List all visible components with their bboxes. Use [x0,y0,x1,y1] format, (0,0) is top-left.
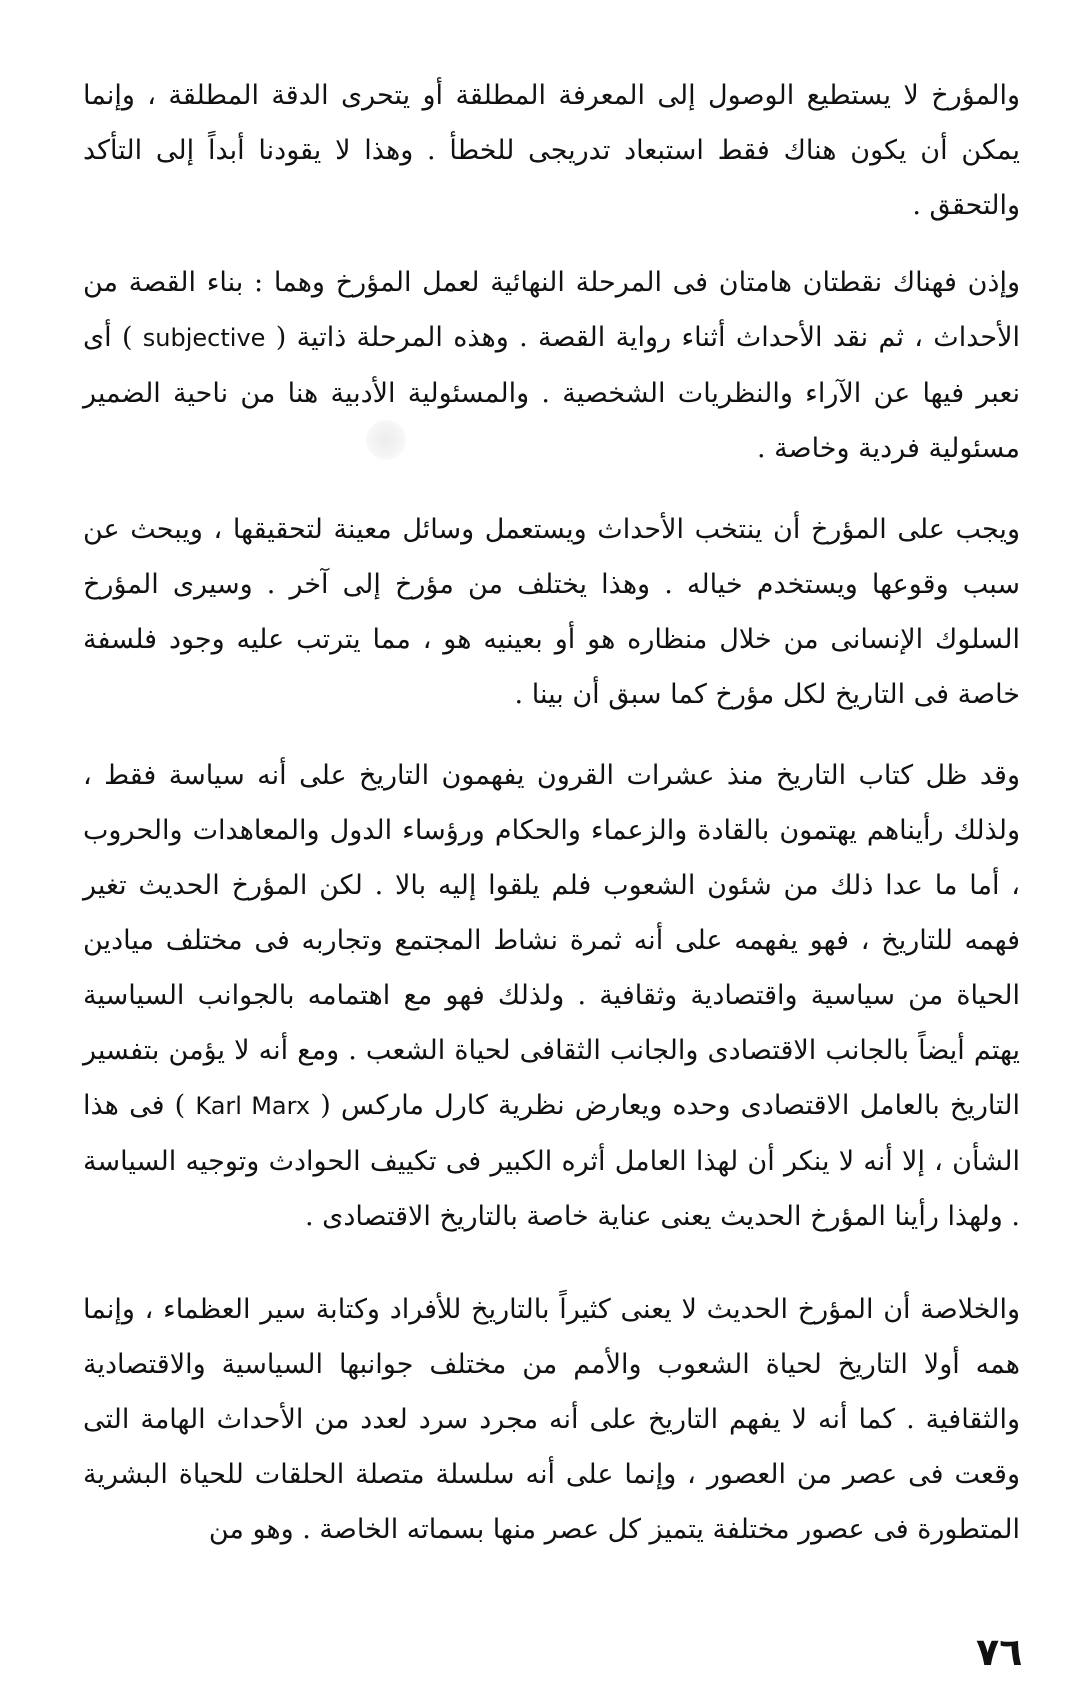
paragraph-5: والخلاصة أن المؤرخ الحديث لا يعنى كثيراً بالتاريخ للأفراد وكتابة سير العظماء ، وإنما همه أولا التاريخ لحياة الشعوب والأمم من مختلف جوانبها السياسية والاقتصادية والثقافية . كما أنه لا يفهم التاريخ على أنه مجرد سرد لعدد من الأحداث الهامة التى وقعت فى عصر من العصور ، وإنما على أنه سلسلة متصلة الحلقات للحياة البشرية المتطورة فى عصور مختلفة يتميز كل عصر منها بسماته الخاصة . وهو من [83,1294,1020,1545]
paragraph-1: والمؤرخ لا يستطيع الوصول إلى المعرفة المطلقة أو يتحرى الدقة المطلقة ، وإنما يمكن أن يكون هناك فقط استبعاد تدريجى للخطأ . وهذا لا يقودنا أبداً إلى التأكد والتحقق . [83,80,1020,221]
paragraph-4 [83,748,1020,1244]
paragraph-3: ويجب على المؤرخ أن ينتخب الأحداث ويستعمل وسائل معينة لتحقيقها ، ويبحث عن سبب وقوعها ويستخدم خياله . وهذا يختلف من مؤرخ إلى آخر . وسيرى المؤرخ السلوك الإنسانى من خلال منظاره هو أو بعينيه هو ، مما يترتب عليه وجود فلسفة خاصة فى التاريخ لكل مؤرخ كما سبق أن بينا . [83,514,1020,710]
latin-term-karl-marx: Karl Marx [195,1092,311,1120]
paragraph-2 [83,255,1020,476]
page-body [83,68,1020,1557]
paragraph-4-text-start: وقد ظل كتاب التاريخ منذ عشرات القرون يفهمون التاريخ على أنه سياسة فقط ، ولذلك رأيناهم يهتمون بالقادة والزعماء والحكام ورؤساء الدول والمعاهدات والحروب ، أما ما عدا ذلك من شئون الشعوب فلم يلقوا إليه بالا . لكن المؤرخ الحديث تغير فهمه للتاريخ ، فهو يفهمه على أنه ثمرة نشاط المجتمع وتجاربه فى مختلف ميادين الحياة من سياسية واقتصادية وثقافية . ولذلك فهو مع اهتمامه بالجوانب السياسية يهتم أيضاً بالجانب الاقتصادى والجانب الثقافى لحياة الشعب . ومع أنه لا يؤمن بتفسير التاريخ بالعامل الاقتصادى وحده ويعارض نظرية كارل ماركس ( [83,760,1020,1121]
paragraph-2-text-start: وإذن فهناك نقطتان هامتان فى المرحلة النهائية لعمل المؤرخ وهما : بناء القصة من الأحداث ، ثم نقد الأحداث أثناء رواية القصة . وهذه المرحلة ذاتية ( [83,267,1020,353]
paragraph-4-text-end: ) فى هذا الشأن ، إلا أنه لا ينكر أن لهذا العامل أثره الكبير فى تكييف الحوادث وتوجيه السياسة . ولهذا رأينا المؤرخ الحديث يعنى عناية خاصة بالتاريخ الاقتصادى . [83,1090,1020,1232]
latin-term-subjective: subjective [142,324,266,352]
paragraph-2-text-end: ) أى نعبر فيها عن الآراء والنظريات الشخصية . والمسئولية الأدبية هنا من ناحية الضمير مسئولية فردية وخاصة . [83,322,1020,464]
page-number: ٧٦ [976,1630,1023,1674]
